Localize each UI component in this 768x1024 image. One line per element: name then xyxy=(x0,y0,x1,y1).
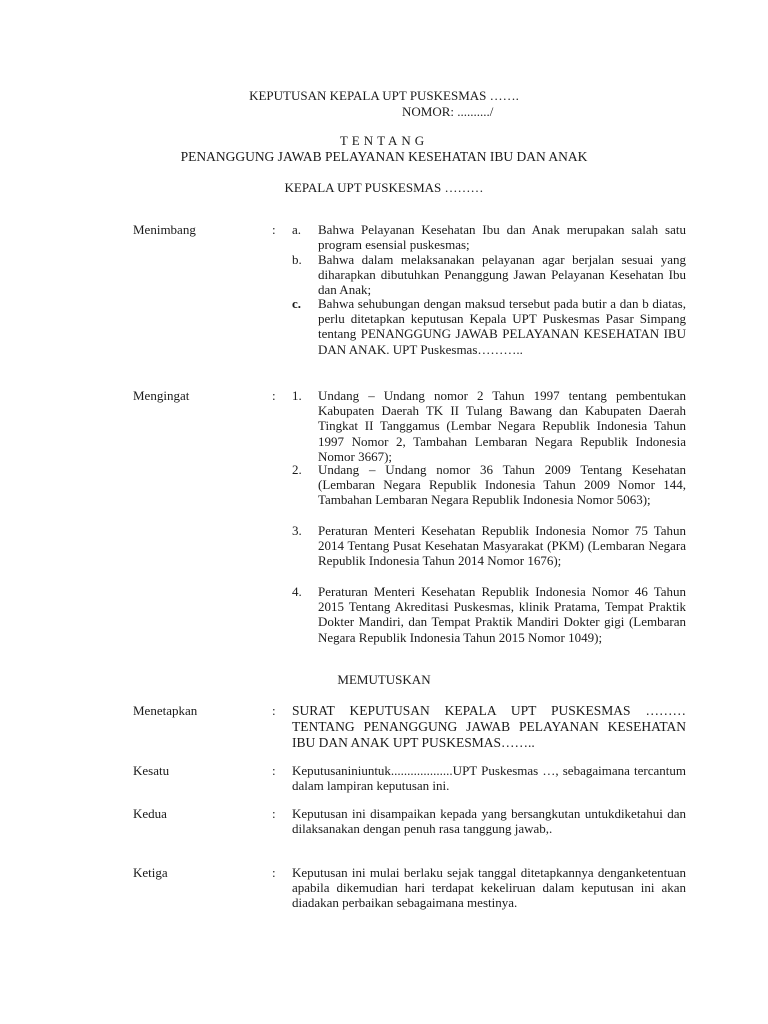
list-marker: 4. xyxy=(292,584,302,599)
list-marker: 1. xyxy=(292,388,302,403)
decree-title: KEPUTUSAN KEPALA UPT PUSKESMAS ……. xyxy=(249,88,519,103)
menimbang-label: Menimbang xyxy=(133,222,196,237)
ketiga-text: Keputusan ini mulai berlaku sejak tanggal ditetapkannya denganketentuan apabila dikemudian hari terdapat kekeliruan dalam keputusan ini akan diadakan perbaikan sebagaimana mestinya. xyxy=(292,865,686,911)
menimbang-colon: : xyxy=(272,222,276,237)
list-marker: c. xyxy=(292,296,302,311)
menetapkan-colon: : xyxy=(272,703,276,718)
list-text: Bahwa dalam melaksanakan pelayanan agar berjalan sesuai yang diharapkan dibutuhkan Penanggung Jawan Pelayanan Kesehatan Ibu dan Anak; xyxy=(318,252,686,298)
menetapkan-text: SURAT KEPUTUSAN KEPALA UPT PUSKESMAS ……… TENTANG PENANGGUNG JAWAB PELAYANAN KESEHATAN IBU DAN ANAK UPT PUSKESMAS…….. xyxy=(292,703,686,750)
ketiga-label: Ketiga xyxy=(133,865,168,880)
kedua-colon: : xyxy=(272,806,276,821)
list-text: Peraturan Menteri Kesehatan Republik Indonesia Nomor 46 Tahun 2015 Tentang Akreditasi Puskesmas, klinik Pratama, Tempat Praktik Dokter Mandiri, dan Tempat Praktik Mandiri Dokter gigi (Lembaran Negara Republik Indonesia Tahun 2015 Nomor 1049); xyxy=(318,584,686,645)
list-marker: 2. xyxy=(292,462,302,477)
memutuskan-heading: MEMUTUSKAN xyxy=(337,672,431,687)
list-text: Peraturan Menteri Kesehatan Republik Indonesia Nomor 75 Tahun 2014 Tentang Pusat Kesehatan Masyarakat (PKM) (Lembaran Negara Republik Indonesia Tahun 2014 Nomor 1676); xyxy=(318,523,686,569)
mengingat-colon: : xyxy=(272,388,276,403)
list-marker: b. xyxy=(292,252,302,267)
kedua-label: Kedua xyxy=(133,806,167,821)
kesatu-label: Kesatu xyxy=(133,763,170,778)
ketiga-colon: : xyxy=(272,865,276,880)
list-marker: a. xyxy=(292,222,302,237)
list-text: Undang – Undang nomor 36 Tahun 2009 Tentang Kesehatan (Lembaran Negara Republik Indonesia Tahun 2009 Nomor 144, Tambahan Lembaran Negara Republik Indonesia Nomor 5063); xyxy=(318,462,686,508)
menetapkan-label: Menetapkan xyxy=(133,703,198,718)
kesatu-colon: : xyxy=(272,763,276,778)
list-marker: 3. xyxy=(292,523,302,538)
list-text: Bahwa sehubungan dengan maksud tersebut pada butir a dan b diatas, perlu ditetapkan keputusan Kepala UPT Puskesmas Pasar Simpang tentang PENANGGUNG JAWAB PELAYANAN KESEHATAN IBU DAN ANAK. UPT Puskesmas……….. xyxy=(318,296,686,357)
kesatu-text: Keputusaniniuntuk...................UPT Puskesmas …, sebagaimana tercantum dalam lampiran keputusan ini. xyxy=(292,763,686,794)
kedua-text: Keputusan ini disampaikan kepada yang bersangkutan untukdiketahui dan dilaksanakan dengan penuh rasa tanggung jawab,. xyxy=(292,806,686,837)
list-text: Undang – Undang nomor 2 Tahun 1997 tentang pembentukan Kabupaten Daerah TK II Tulang Bawang dan Kabupaten Daerah Tingkat II Tanggamus (Lembar Negara Republik Indonesia Tahun 1997 Nomor 2, Tambahan Lembaran Negara Republik Indonesia Nomor 3667); xyxy=(318,388,686,464)
tentang-heading: TENTANG xyxy=(339,133,429,148)
decree-number: NOMOR: ........../ xyxy=(402,104,494,119)
mengingat-label: Mengingat xyxy=(133,388,190,403)
list-text: Bahwa Pelayanan Kesehatan Ibu dan Anak merupakan salah satu program esensial puskesmas; xyxy=(318,222,686,253)
issuer-heading: KEPALA UPT PUSKESMAS ……… xyxy=(284,180,484,195)
decree-subject: PENANGGUNG JAWAB PELAYANAN KESEHATAN IBU DAN ANAK xyxy=(180,149,588,164)
